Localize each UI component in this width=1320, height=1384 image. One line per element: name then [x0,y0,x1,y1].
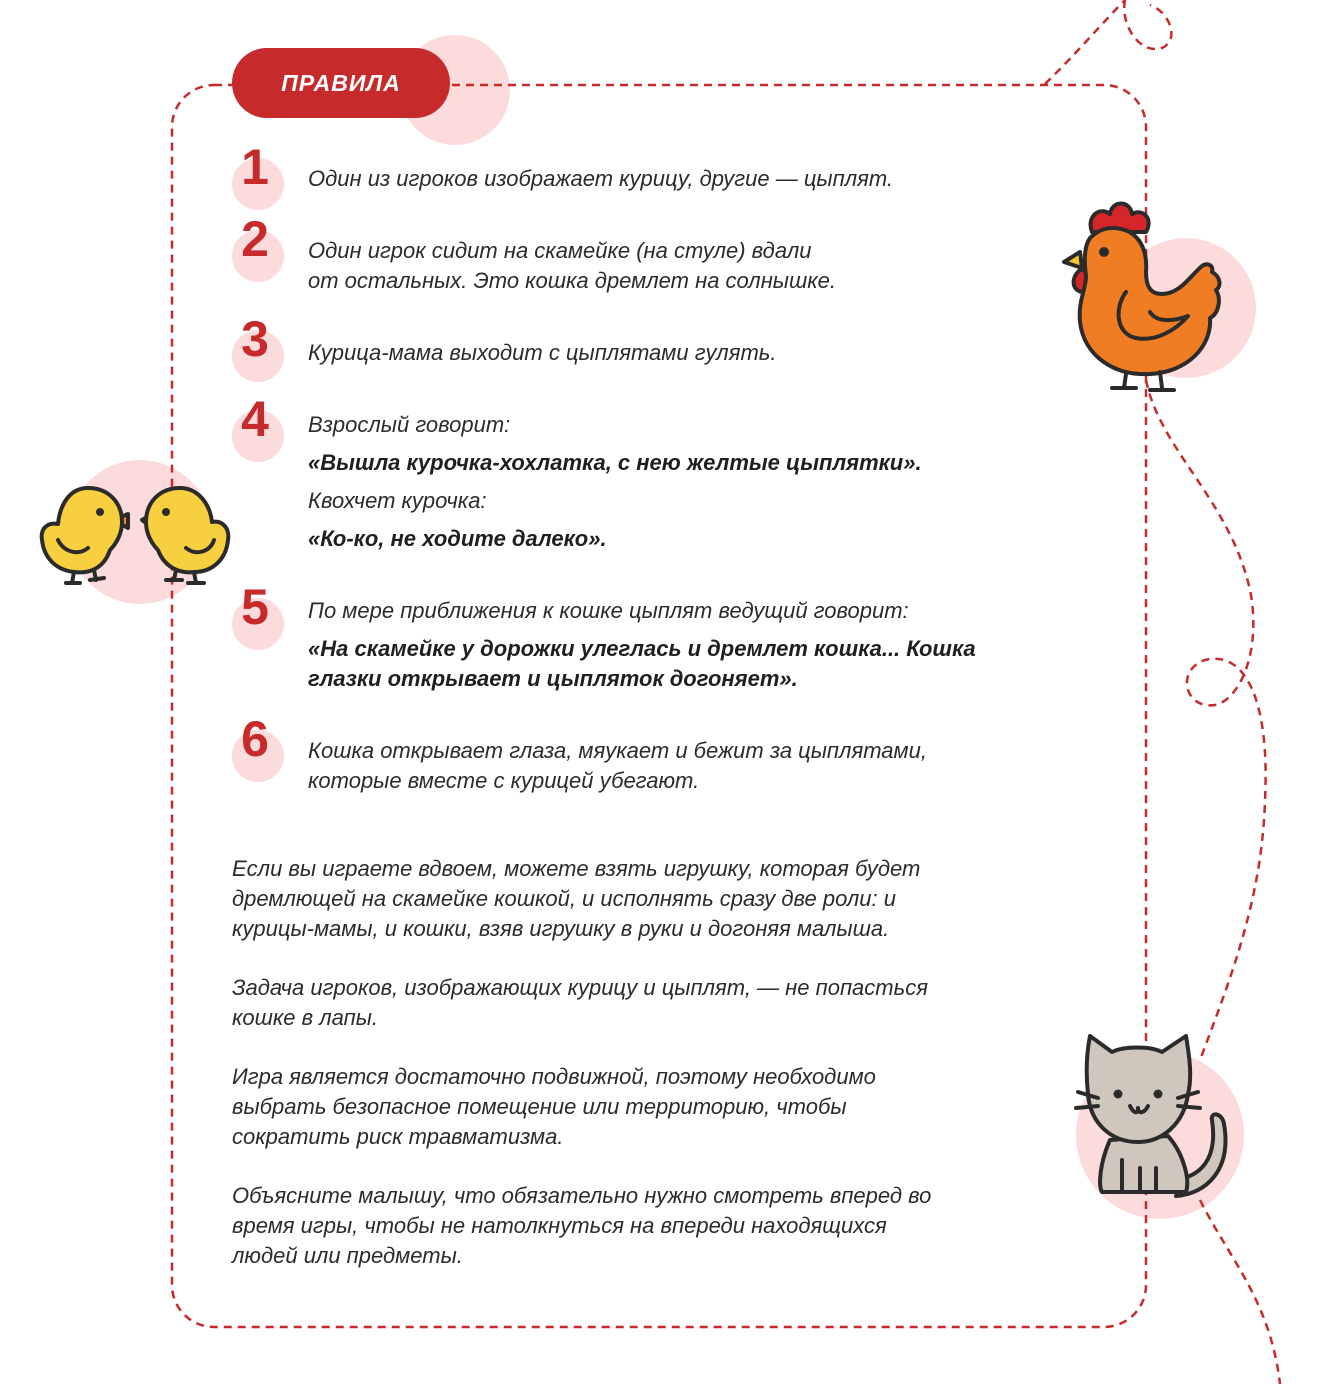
step-line: Квохчет курочка: [308,488,487,513]
step-line: Один из игроков изображает курицу, другие — цыплят. [308,166,894,191]
note-line: дремлющей на скамейке кошкой, и исполнять сразу две роли: и [232,886,896,911]
step-number-text: 2 [241,211,269,267]
step-text [308,338,1108,368]
dashed-path-top [1045,0,1171,84]
step-line-bold: «Вышла курочка-хохлатка, с нею желтые цыплятки». [308,450,922,475]
step-line-bold: «На скамейке у дорожки улеглась и дремлет кошка... Кошка [308,636,976,661]
step-number-text: 5 [241,579,269,635]
step-line: Курица-мама выходит с цыплятами гулять. [308,340,777,365]
step-line: Взрослый говорит: [308,412,511,437]
step-line-bold: «Ко-ко, не ходите далеко». [308,526,607,551]
note-line: людей или предметы. [232,1243,463,1268]
step-line: от остальных. Это кошка дремлет на солнышке. [308,268,836,293]
note-line: сократить риск травматизма. [232,1124,564,1149]
note-line: кошке в лапы. [232,1005,379,1030]
note-line: Если вы играете вдвоем, можете взять игрушку, которая будет [232,856,921,881]
note-line: выбрать безопасное помещение или территорию, чтобы [232,1094,847,1119]
step-number-text: 3 [241,311,269,367]
step-text [308,596,1108,694]
step-number-5 [230,579,290,652]
step-text [308,164,1108,194]
step-number-text: 1 [241,139,269,195]
note-line: Задача игроков, изображающих курицу и цыплят, — не попасться [232,975,928,1000]
step-line: которые вместе с курицей убегают. [308,768,700,793]
step-number-4 [230,391,290,464]
notes-section [232,854,1082,1300]
step-number-text: 4 [241,391,269,447]
step-text [308,410,1108,554]
note-line: Объясните малышу, что обязательно нужно смотреть вперед во [232,1183,932,1208]
note-paragraph-2 [232,973,1082,1033]
step-number-1 [230,139,290,212]
note-paragraph-4 [232,1181,1082,1271]
step-text [308,236,1108,296]
step-line: Один игрок сидит на скамейке (на стуле) вдали [308,238,812,263]
step-line-bold: глазки открывает и цыпляток догоняет». [308,666,798,691]
step-line: По мере приближения к кошке цыплят ведущий говорит: [308,598,909,623]
step-number-2 [230,211,290,284]
step-number-6 [230,711,290,784]
step-number-3 [230,311,290,384]
dashed-path-right [1146,380,1266,1060]
step-line: Кошка открывает глаза, мяукает и бежит за цыплятами, [308,738,927,763]
note-paragraph-1 [232,854,1082,944]
note-line: время игры, чтобы не натолкнуться на впереди находящихся [232,1213,887,1238]
step-number-text: 6 [241,711,269,767]
note-line: Игра является достаточно подвижной, поэтому необходимо [232,1064,876,1089]
step-text [308,736,1108,796]
note-line: курицы-мамы, и кошки, взяв игрушку в руки и догоняя малыша. [232,916,890,941]
rules-badge: ПРАВИЛА [232,48,450,118]
dashed-path-bottom-right [1200,1200,1280,1384]
note-paragraph-3 [232,1062,1082,1152]
